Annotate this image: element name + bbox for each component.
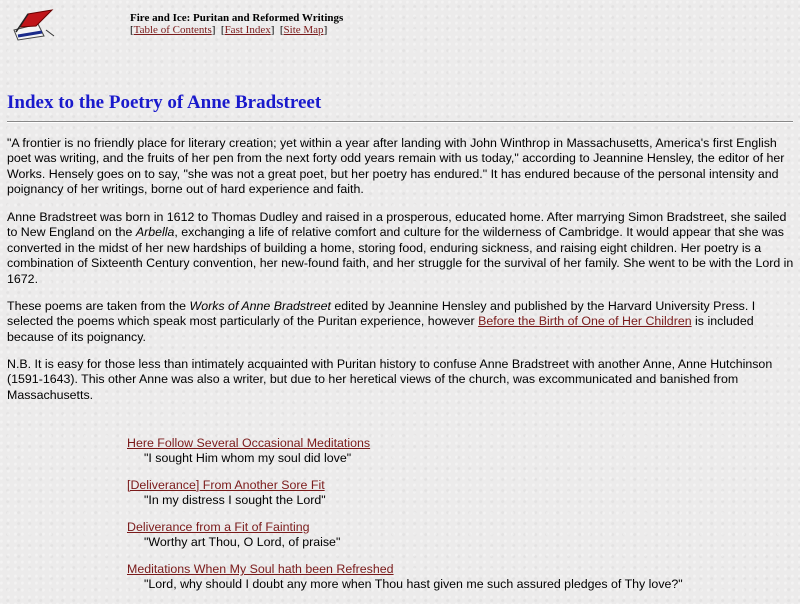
poem-link[interactable]: [Deliverance] From Another Sore Fit — [127, 478, 325, 492]
intro-paragraph-1: "A frontier is no friendly place for literary creation; yet within a year after landing with John Winthrop in Massachusetts, America's first English poet was writing, and the fruits of her pen from the next forty odd years remain with us today," according to Jeannine Hensley, the editor of her Works. Hensely goes on to say, "she was not a great poet, but her poetry has endured." It has endured because of the personal intensity and poignancy of her writings, borne out of hard experience and faith. — [7, 136, 785, 197]
table-of-contents-link[interactable]: Table of Contents — [133, 24, 212, 36]
poem-link[interactable]: Deliverance from a Fit of Fainting — [127, 520, 310, 534]
quill-logo-icon — [8, 6, 60, 44]
intro-paragraph-2: Anne Bradstreet was born in 1612 to Thomas Dudley and raised in a prosperous, educated home. After marrying Simon Bradstreet, she sailed to New England on the Arbella, exchanging a life of relative comfort and culture for the wilderness of Cambridge. It would appear that she was converted in the midst of her new hardships of building a home, storing food, enduring sickness, and raising eight children. Her poetry is a combination of Sixteenth Century convention, her new-found faith, and her struggle for the survival of her family. She went to be with the Lord in 1672. — [7, 210, 794, 286]
fast-index-link[interactable]: Fast Index — [224, 24, 271, 36]
site-map-link[interactable]: Site Map — [283, 24, 324, 36]
divider — [7, 121, 793, 123]
poem-first-line: "In my distress I sought the Lord" — [144, 492, 326, 507]
intro-paragraph-3: These poems are taken from the Works of Anne Bradstreet edited by Jeannine Hensley and published by the Harvard University Press. I selected the poems which speak most particularly of the Puritan experience, however Before the Birth of One of Her Children is included because of its poignancy. — [7, 299, 756, 344]
intro-text — [7, 136, 795, 415]
poem-first-line: "I sought Him whom my soul did love" — [144, 450, 352, 465]
poem-link[interactable]: Here Follow Several Occasional Meditations — [127, 436, 371, 450]
poem-link[interactable]: Meditations When My Soul hath been Refreshed — [127, 562, 394, 576]
poem-first-line: "Lord, why should I doubt any more when Thou hast given me such assured pledges of Thy love?" — [144, 576, 683, 591]
site-title: Fire and Ice: Puritan and Reformed Writings — [130, 12, 344, 24]
book-title: Works of Anne Bradstreet — [189, 299, 331, 313]
poem-first-line: "Worthy art Thou, O Lord, of praise" — [144, 534, 341, 549]
page-title: Index to the Poetry of Anne Bradstreet — [7, 92, 322, 113]
intro-paragraph-4: N.B. It is easy for those less than intimately acquainted with Puritan history to confuse Anne Bradstreet with another Anne, Anne Hutchinson (1591-1643). This other Anne was also a writer, but due to her heretical views of the church, was excommunicated and banished from Massachusetts. — [7, 357, 773, 402]
poem-list — [127, 436, 687, 604]
list-item — [127, 478, 687, 507]
site-nav: [Table of Contents] [Fast Index] [Site Map] — [130, 24, 328, 36]
site-header — [0, 0, 800, 50]
list-item — [127, 436, 687, 465]
list-item — [127, 562, 687, 591]
before-birth-link[interactable]: Before the Birth of One of Her Children — [478, 314, 692, 329]
list-item — [127, 520, 687, 549]
ship-name: Arbella — [135, 225, 175, 240]
